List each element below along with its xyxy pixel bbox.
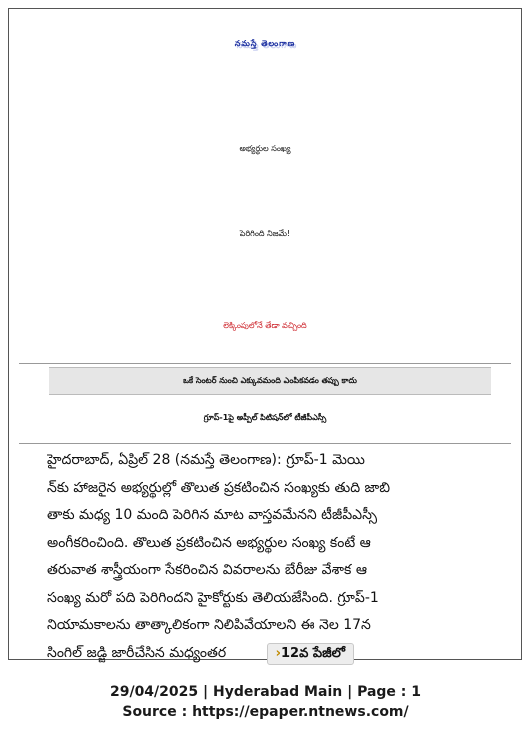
- subheadline: లెక్కింపులోనే తేడా వచ్చింది: [223, 321, 307, 330]
- source-link[interactable]: Source : https://epaper.ntnews.com/: [122, 704, 409, 720]
- body-last-text: సింగిల్ జడ్జి జారీచేసిన మధ్యంతర: [47, 644, 227, 661]
- body-line: తరువాత శాస్త్రీయంగా సేకరించిన వివరాలను బేరీజు వేశాక ఆ: [47, 562, 367, 578]
- body-line: నియామకాలను తాత్కాలికంగా నిలిపివేయాలని ఈ నెల 17న: [47, 617, 371, 633]
- tagline-primary: ఒకే సెంటర్ నుంచి ఎక్కువమంది ఎంపికవడం తప్పు కాదు: [49, 367, 491, 395]
- article-body: [47, 447, 507, 667]
- body-line: అంగీకరించింది. తొలుత ప్రకటించిన అభ్యర్థుల సంఖ్య కంటే ఆ: [47, 534, 371, 551]
- continued-arrow-icon: ›: [275, 645, 282, 661]
- headline-line-1: అభ్యర్థుల సంఖ్య: [239, 144, 291, 153]
- clipping-frame: [8, 8, 522, 660]
- body-line: న్‌కు హాజరైన అభ్యర్థుల్లో తొలుత ప్రకటించిన సంఖ్యకు తుది జాబి: [47, 479, 390, 496]
- body-line-last: [47, 640, 507, 668]
- divider: [19, 443, 511, 444]
- masthead-logo: నమస్తే తెలంగాణ: [234, 39, 296, 48]
- headline-line-2: పెరిగింది నిజమే!: [239, 229, 291, 238]
- continued-page-label: 12వ పేజీలో: [281, 645, 345, 661]
- body-line: సంఖ్య మరో పది పెరిగిందని హైకోర్టుకు తెలియజేసింది. గ్రూప్-1: [47, 589, 379, 606]
- source-footer: [0, 682, 531, 722]
- body-line: తాకు మధ్య 10 మంది పెరిగిన మాట వాస్తవమేనని టీజీపీఎస్సీ: [47, 507, 378, 523]
- divider: [19, 363, 511, 364]
- body-line: హైదరాబాద్, ఏప్రిల్ 28 (నమస్తే తెలంగాణ): గ్రూప్-1 మెయి: [47, 452, 365, 468]
- tagline-secondary: గ్రూప్-1పై అప్పీల్ పిటిషన్‌లో టీజీపీఎస్సీ: [203, 413, 327, 422]
- continued-page-ref: [267, 643, 354, 665]
- edition-info: 29/04/2025 | Hyderabad Main | Page : 1: [109, 684, 422, 700]
